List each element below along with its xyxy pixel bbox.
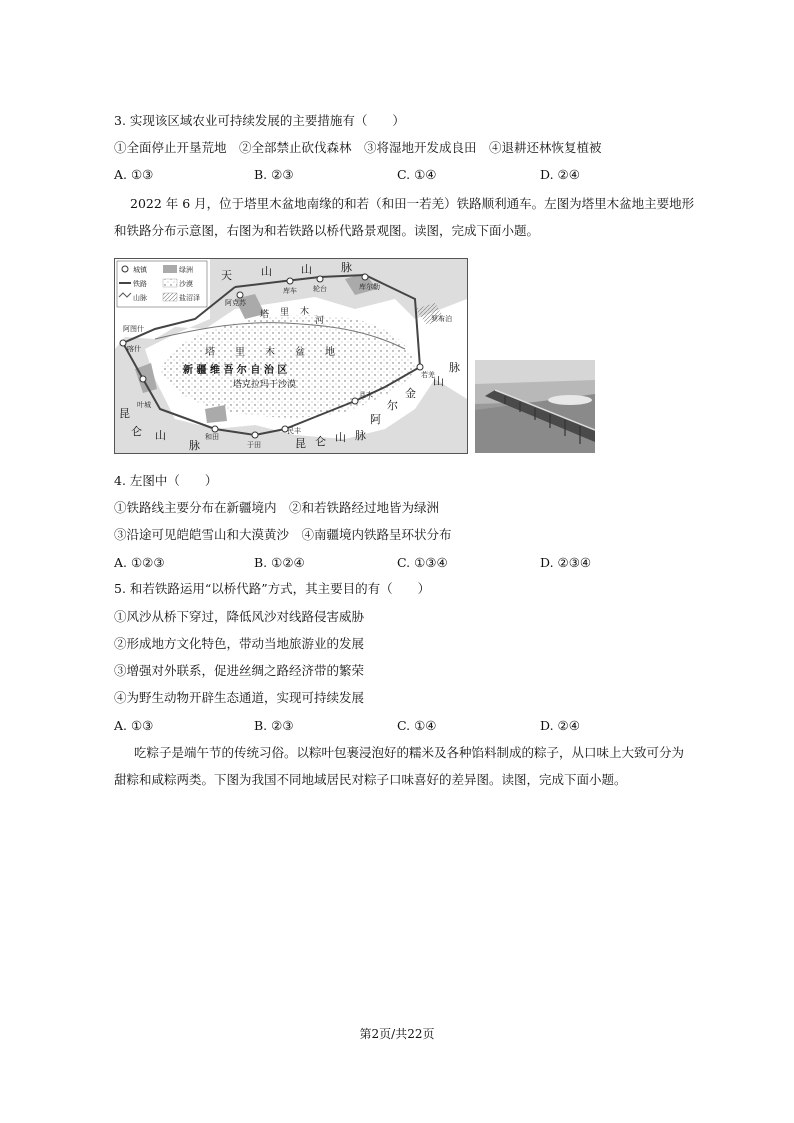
q3-option-b: B. ②③ — [254, 167, 294, 182]
label-tianshan-4: 脉 — [341, 261, 352, 274]
q4-statement-1: ①铁路线主要分布在新疆境内 ②和若铁路经过地皆为绿洲 — [114, 500, 440, 515]
q5-statement-4: ④为野生动物开辟生态通道，实现可持续发展 — [114, 690, 365, 705]
intro1-line2: 和铁路分布示意图，右图为和若铁路以桥代路景观图。读图，完成下面小题。 — [114, 223, 540, 238]
label-kunlun-3: 山 — [155, 429, 166, 442]
q3-option-d: D. ②④ — [540, 167, 580, 182]
q4-option-c: C. ①③④ — [397, 555, 448, 570]
label-tarim-river-4: 河 — [315, 316, 325, 326]
q5-statement-2: ②形成地方文化特色，带动当地旅游业的发展 — [114, 636, 365, 651]
city-minfeng: 民丰 — [287, 427, 301, 435]
label-kunlun-1: 昆 — [119, 407, 130, 420]
q5-statement-1: ①风沙从桥下穿过，降低风沙对线路侵害威胁 — [114, 609, 365, 624]
q5-option-d: D. ②④ — [540, 718, 580, 733]
q5-stem: 5. 和若铁路运用“以桥代路”方式，其主要目的有（ ） — [114, 581, 431, 596]
q5-option-c: C. ①④ — [397, 718, 437, 733]
city-hotan: 和田 — [205, 433, 219, 441]
bridge-railway-photo — [475, 360, 595, 453]
city-korla: 库尔勒 — [359, 283, 380, 291]
city-aksu: 阿克苏 — [225, 299, 246, 307]
q4-option-b: B. ①②④ — [254, 555, 305, 570]
legend-oasis: 绿洲 — [179, 266, 193, 274]
city-kashgar: 喀什 — [127, 345, 141, 353]
city-lop-nur: 罗布泊 — [431, 315, 452, 323]
label-tianshan-3: 山 — [301, 263, 312, 276]
label-kunlun-4: 脉 — [189, 439, 200, 452]
label-altun-2: 尔 — [387, 399, 398, 412]
label-kunlun2-4: 脉 — [355, 429, 366, 442]
q4-statement-2: ③沿途可见皑皑雪山和大漠黄沙 ④南疆境内铁路呈环状分布 — [114, 527, 452, 542]
q3-stem: 3. 实现该区域农业可持续发展的主要措施有（ ） — [114, 113, 405, 128]
q4-option-a: A. ①②③ — [114, 555, 165, 570]
label-kunlun2-1: 昆 — [295, 437, 306, 450]
page-number: 第2页/共22页 — [359, 1027, 435, 1041]
city-yutian: 于田 — [247, 441, 261, 449]
label-tianshan-1: 天 — [221, 269, 232, 282]
label-tarim-river-1: 塔 — [260, 310, 270, 320]
q3-statements: ①全面停止开垦荒地 ②全部禁止砍伐森林 ③将湿地开发成良田 ④退耕还林恢复植被 — [114, 140, 602, 155]
q4-option-d: D. ②③④ — [540, 555, 592, 570]
label-tarim-river-2: 里 — [280, 308, 290, 318]
label-kunlun-2: 仑 — [131, 425, 142, 438]
q5-option-a: A. ①③ — [114, 718, 154, 733]
label-taklimakan: 塔克拉玛干沙漠 — [233, 380, 297, 390]
intro2-line2: 甜粽和咸粽两类。下图为我国不同地域居民对粽子口味喜好的差异图。读图，完成下面小题。 — [114, 772, 627, 787]
city-qiemo: 且末 — [359, 391, 373, 399]
label-kunlun2-3: 山 — [335, 431, 346, 444]
label-tarim-basin: 塔 里 木 盆 地 — [205, 347, 335, 358]
legend-salt-marsh: 盐沼泽 — [179, 294, 200, 302]
label-xinjiang: 新 疆 维 吾 尔 自 治 区 — [183, 365, 288, 376]
q3-option-a: A. ①③ — [114, 167, 154, 182]
intro2-line1: 吃粽子是端午节的传统习俗。以粽叶包裹浸泡好的糯米及各种馅料制成的粽子，从口味上大致可分为 — [134, 745, 685, 760]
legend-railway: 铁路 — [133, 280, 147, 288]
city-luntai: 轮台 — [313, 285, 327, 293]
intro1-line1: 2022 年 6 月，位于塔里木盆地南缘的和若（和田一若羌）铁路顺利通车。左图为塔里木盆地主要地形 — [130, 196, 695, 211]
tarim-basin-map — [114, 258, 468, 454]
label-kunlun2-2: 仑 — [315, 435, 326, 448]
q5-statement-3: ③增强对外联系，促进丝绸之路经济带的繁荣 — [114, 663, 365, 678]
label-altun-3: 金 — [405, 387, 416, 400]
legend-town: 城镇 — [133, 266, 147, 274]
label-altun-4: 山 — [433, 375, 444, 388]
label-tianshan-2: 山 — [261, 265, 272, 278]
city-ruoqiang: 若羌 — [421, 371, 435, 379]
city-yecheng: 叶城 — [137, 401, 151, 409]
q5-option-b: B. ②③ — [254, 718, 294, 733]
label-tarim-river-3: 木 — [300, 307, 310, 317]
label-altun-5: 脉 — [449, 361, 460, 374]
label-altun-1: 阿 — [370, 413, 381, 426]
city-artux: 阿图什 — [123, 325, 144, 333]
city-kuqa: 库车 — [283, 287, 297, 295]
legend-mountain: 山脉 — [133, 294, 147, 302]
q3-option-c: C. ①④ — [397, 167, 437, 182]
legend-desert: 沙漠 — [179, 280, 193, 288]
q4-stem: 4. 左图中（ ） — [114, 473, 218, 488]
